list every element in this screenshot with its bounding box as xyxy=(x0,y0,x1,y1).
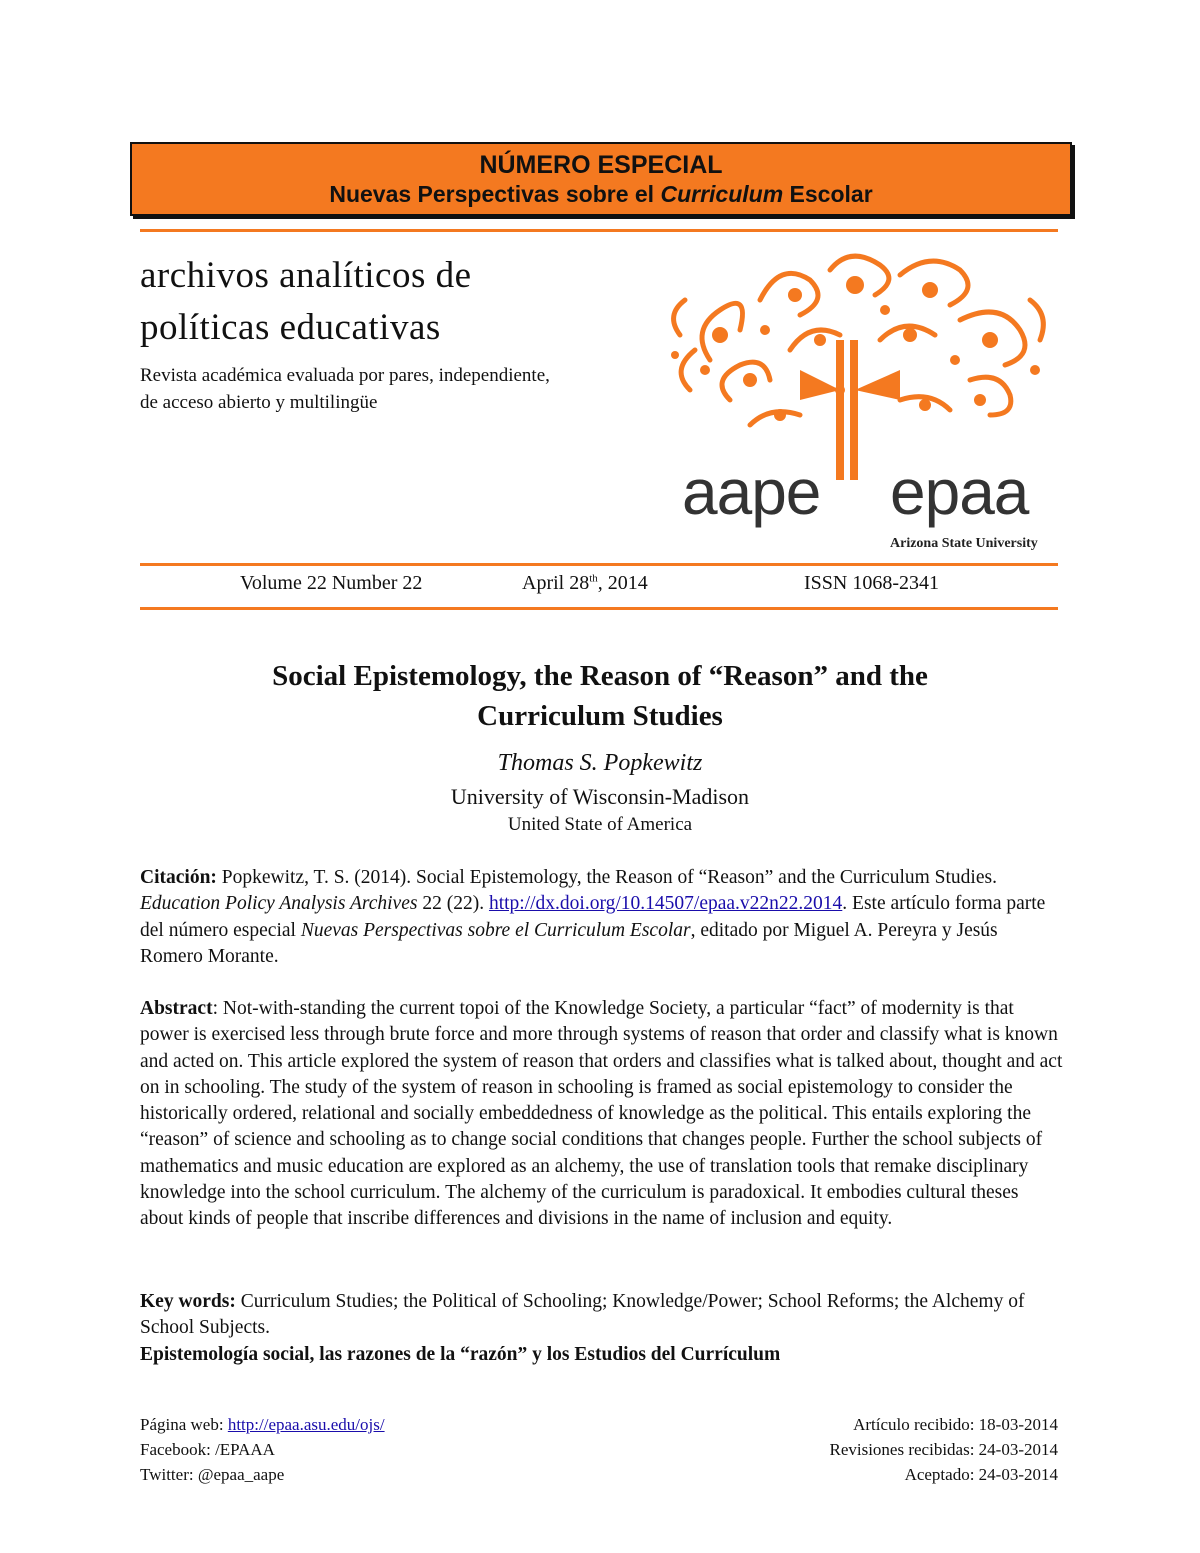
logo-right-text: epaa xyxy=(890,456,1029,528)
footer-twitter: Twitter: @epaa_aape xyxy=(140,1465,285,1484)
date-revisions: Revisiones recibidas: 24-03-2014 xyxy=(829,1440,1058,1459)
issue-issn: ISSN 1068-2341 xyxy=(804,572,940,594)
author-university: University of Wisconsin-Madison xyxy=(450,784,750,809)
issue-divider-bottom xyxy=(140,607,1058,610)
tree-logo-icon xyxy=(650,240,1070,480)
abstract-label: Abstract xyxy=(140,998,213,1019)
banner-subtitle: Nuevas Perspectivas sobre el Curriculum Escolar xyxy=(329,181,873,207)
keywords-block: Key words: Curriculum Studies; the Political of Schooling; Knowledge/Power; School Reforms; the Alchemy of School Subjects. xyxy=(140,1291,1025,1339)
doi-link[interactable]: http://dx.doi.org/10.14507/epaa.v22n22.2014 xyxy=(488,893,843,915)
issue-date: April 28th, 2014 xyxy=(522,572,648,594)
journal-title: archivos analíticos de políticas educativas xyxy=(140,255,472,348)
banner-title: NÚMERO ESPECIAL xyxy=(479,151,723,179)
special-issue-banner xyxy=(130,142,1072,216)
journal-subtitle: Revista académica evaluada por pares, independiente, de acceso abierto y multilingüe xyxy=(140,365,550,413)
article-author: Thomas S. Popkewitz xyxy=(497,750,703,776)
website-link[interactable]: http://epaa.asu.edu/ojs/ xyxy=(227,1415,385,1434)
article-title: Social Epistemology, the Reason of “Reason” and the Curriculum Studies xyxy=(272,660,928,732)
date-received: Artículo recibido: 18-03-2014 xyxy=(853,1415,1058,1434)
journal-logo xyxy=(682,455,1029,529)
footer-dates xyxy=(700,1412,1058,1487)
top-divider xyxy=(140,229,1058,232)
date-accepted: Aceptado: 24-03-2014 xyxy=(904,1465,1058,1484)
footer-facebook: Facebook: /EPAAA xyxy=(140,1440,275,1459)
spanish-title: Epistemología social, las razones de la “razón” y los Estudios del Currículum xyxy=(140,1344,781,1365)
abstract-block: Abstract: Not-with-standing the current topoi of the Knowledge Society, a particular “fact” of modernity is that power is exercised less through brute force and more through systems of reason that order and classify what is known and acted on. This article explored the system of reason that orders and classifies what is talked about, thought and act on in schooling. The study of the system of reason in schooling is framed as social epistemology to consider the historically ordered, relational and socially embeddedness of knowledge as the political. This entails exploring the “reason” of science and schooling as to change social conditions that changes people. Further the school subjects of mathematics and music education are explored as an alchemy, the use of translation tools that remake disciplinary knowledge into the school curriculum. The alchemy of the curriculum is paradoxical. It embodies cultural theses about kinds of people that inscribe differences and divisions in the name of inclusion and equity. xyxy=(140,998,1063,1230)
issue-divider-top xyxy=(140,563,1058,566)
citation-label: Citación: xyxy=(140,867,217,888)
keywords-label: Key words: xyxy=(140,1291,236,1312)
author-country: United State of America xyxy=(507,814,693,835)
footer-web: Página web: http://epaa.asu.edu/ojs/ xyxy=(140,1415,385,1434)
logo-left-text: aape xyxy=(682,456,821,528)
footer-contacts xyxy=(140,1412,385,1487)
citation-block: Citación: Popkewitz, T. S. (2014). Social Epistemology, the Reason of “Reason” and the Curriculum Studies. Education Policy Analysis Archives 22 (22). http://dx.doi.org/10.14507/epaa.v22n22.2014. Este artículo forma parte del número especial Nuevas Perspectivas sobre el Curriculum Escolar, editado por Miguel A. Pereyra y Jesús Romero Morante. xyxy=(140,867,1046,967)
issue-volume: Volume 22 Number 22 xyxy=(240,572,423,594)
institution-name: Arizona State University xyxy=(890,536,1038,551)
